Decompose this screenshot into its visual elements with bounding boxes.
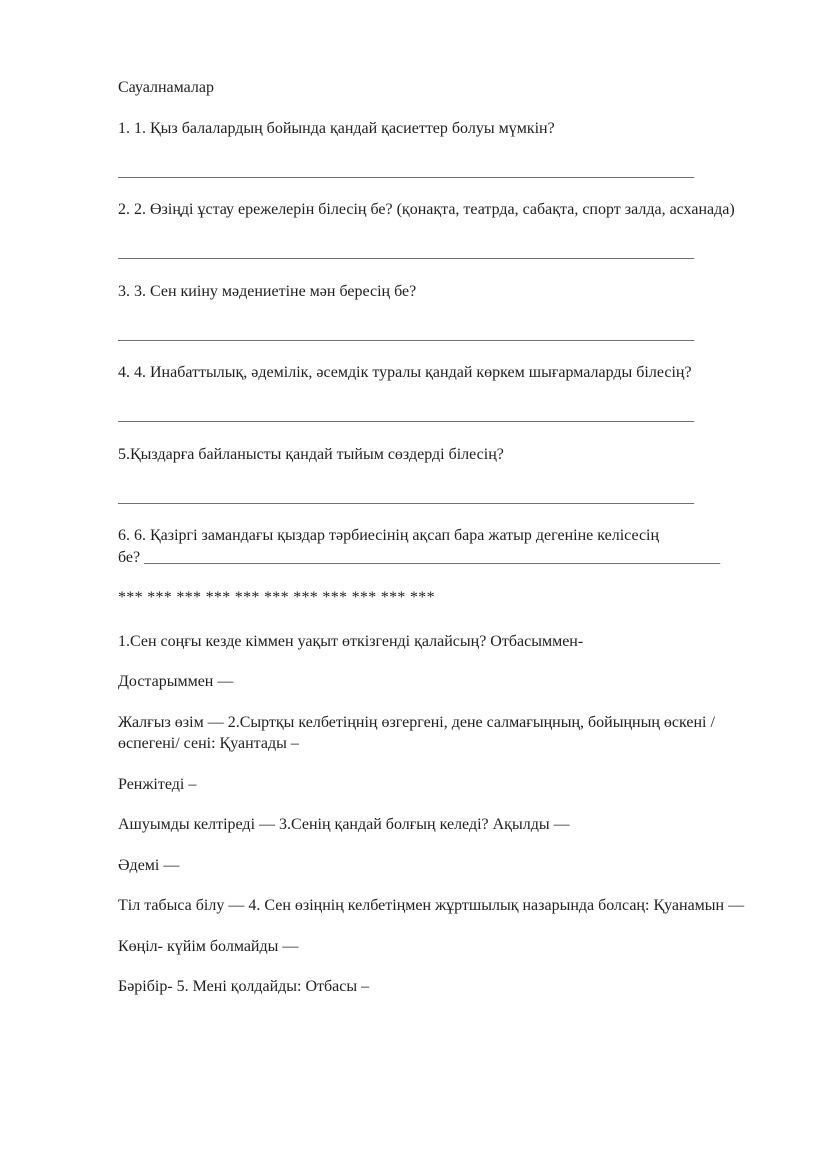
answer-blank-line-4[interactable]: ________________________________________________________________________ (118, 407, 694, 424)
question-5: 5.Қыздарға байланысты қандай тыйым сөздерді білесің? (118, 445, 504, 463)
question-4: 4. 4. Инабаттылық, әдемілік, әсемдік туралы қандай көркем шығармаларды білесің? (118, 364, 692, 381)
section-separator-asterisks: *** *** *** *** *** *** *** *** *** *** *** (118, 589, 435, 606)
question-6-text-line2: бе? (118, 548, 145, 566)
question-6-text-line1: 6. 6. Қазіргі замандағы қыздар тәрбиесінің ақсап бара жатыр дегеніне келісесің (118, 527, 660, 544)
survey2-line-1: 1.Сен соңғы кезде кіммен уақыт өткізгенді қалайсың? Отбасыммен- (118, 632, 584, 650)
document-title: Сауалнамалар (118, 79, 214, 96)
question-2: 2. 2. Өзіңді ұстау ережелерін білесің бе? (қонақта, театрда, сабақта, спорт залда, асханада) (118, 201, 735, 218)
survey2-line-6: Әдемі — (118, 856, 180, 874)
survey2-line-5: Ашуымды келтіреді — 3.Сенің қандай болғың келеді? Ақылды — (118, 816, 570, 833)
answer-blank-line-6[interactable]: ________________________________________________________________________ (144, 548, 721, 566)
survey2-line-8: Көңіл- күйім болмайды — (118, 937, 299, 955)
survey2-line-2: Достарыммен — (118, 673, 234, 690)
survey2-line-7: Тіл табыса білу — 4. Сен өзіңнің келбетіңмен жұртшылық назарында болсаң: Қуанамын — (118, 897, 745, 914)
question-3: 3. 3. Сен киіну мәдениетіне мән бересің бе? (118, 282, 417, 300)
answer-blank-line-1[interactable]: ________________________________________________________________________ (118, 162, 694, 180)
answer-blank-line-5[interactable]: ________________________________________________________________________ (118, 488, 694, 506)
answer-blank-line-2[interactable]: ________________________________________________________________________ (118, 244, 694, 261)
survey2-line-3: Жалғыз өзім — 2.Сыртқы келбетіңнің өзгергені, дене салмағыңның, бойыңның өскені /өспегені/ сені: Қуантады – (118, 713, 715, 752)
surv2-line-4: Ренжітеді – (118, 775, 197, 793)
question-1: 1. 1. Қыз балалардың бойында қандай қасиеттер болуы мүмкін? (118, 119, 555, 137)
answer-blank-line-3[interactable]: ________________________________________________________________________ (118, 325, 694, 343)
survey2-line-9: Бәрібір- 5. Мені қолдайды: Отбасы – (118, 978, 370, 995)
question-6 (118, 525, 766, 568)
